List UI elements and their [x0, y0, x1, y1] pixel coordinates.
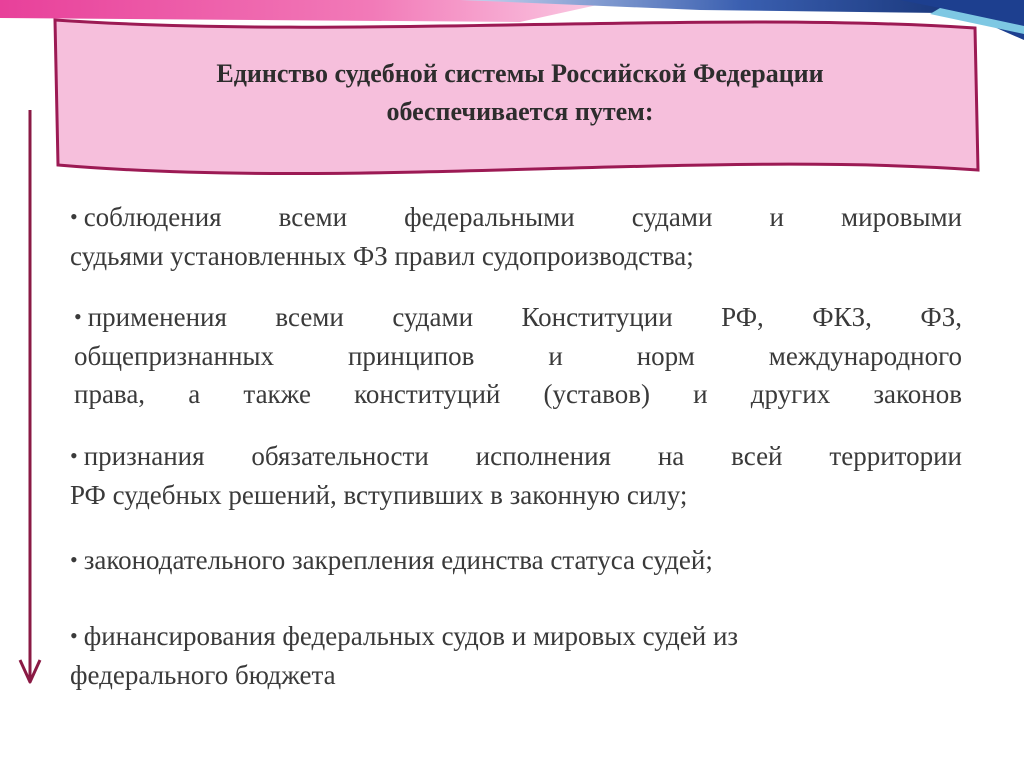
item-line: федерального бюджета [70, 659, 336, 690]
list-item [70, 298, 962, 414]
item-line: общепризнанных принципов и норм международного [74, 340, 962, 371]
item-line: применения всеми судами Конституции РФ, ФКЗ, ФЗ, [87, 302, 962, 332]
down-arrow-icon [10, 110, 50, 690]
item-line: РФ судебных решений, вступивших в законную силу; [70, 479, 688, 510]
item-line: права, а также конституций (уставов) и других законов [74, 379, 962, 409]
item-line: законодательного закрепления единства статуса судей; [83, 545, 713, 575]
item-line: признания обязательности исполнения на всей территории [83, 441, 962, 471]
list-item [70, 617, 962, 694]
list-item [70, 198, 962, 275]
list-item [70, 541, 962, 580]
bullet-icon: • [70, 204, 78, 229]
bullet-icon: • [74, 304, 82, 329]
page-title [80, 55, 960, 131]
item-line: соблюдения всеми федеральными судами и мировыми [83, 202, 962, 232]
list-item [70, 437, 962, 514]
title-line-1: Единство судебной системы Российской Федерации [216, 59, 824, 88]
item-line: судьями установленных ФЗ правил судопроизводства; [70, 240, 694, 271]
title-line-2: обеспечивается путем: [386, 97, 654, 126]
bullet-icon: • [70, 623, 78, 648]
bullet-icon: • [70, 443, 78, 468]
item-line: финансирования федеральных судов и мировых судей из [83, 621, 739, 651]
bullet-icon: • [70, 547, 78, 572]
